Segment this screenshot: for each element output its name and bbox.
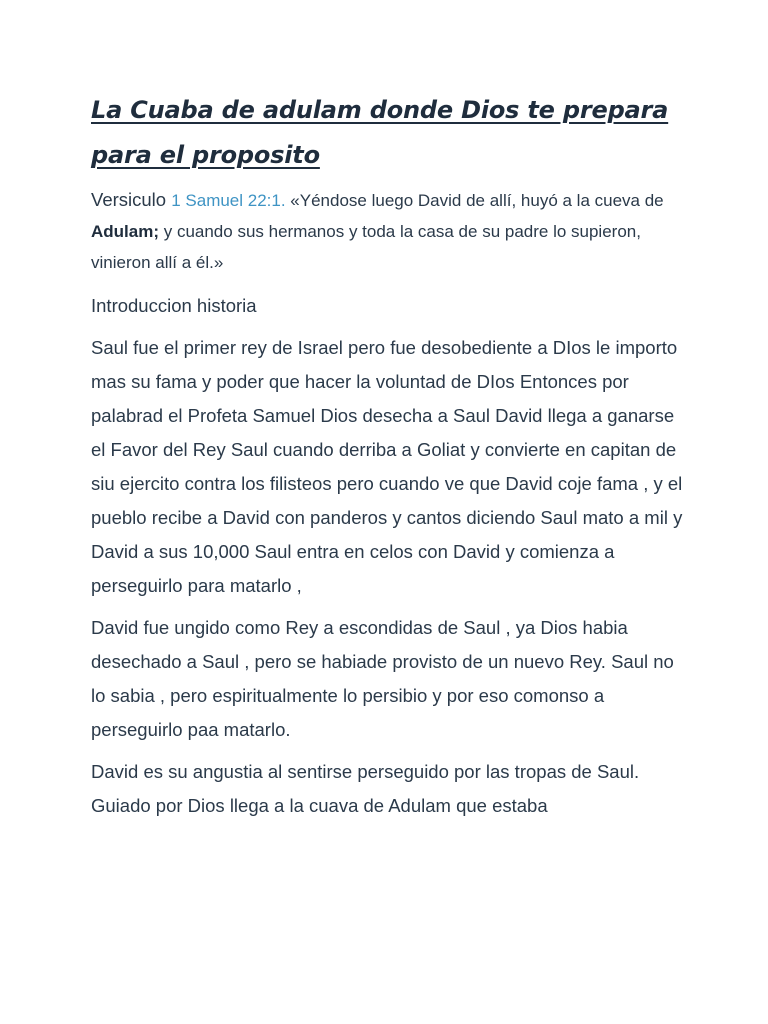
verse-reference: 1 Samuel 22:1.: [171, 191, 286, 210]
body-paragraph: David es su angustia al sentirse perseguido por las tropas de Saul. Guiado por Dios llega a la cuava de Adulam que estaba: [91, 761, 640, 816]
verse-bold-text: Adulam;: [91, 222, 159, 241]
document-page: [91, 88, 691, 831]
document-title: La Cuaba de adulam donde Dios te prepara para el proposito: [91, 96, 669, 169]
body-paragraph: David fue ungido como Rey a escondidas de Saul , ya Dios habia desechado a Saul , pero se habiade provisto de un nuevo Rey. Saul no lo sabia , pero espiritualmente lo persibio y por eso comonso a perseguirlo paa matarlo.: [91, 617, 674, 740]
verse-text-before: «Yéndose luego David de allí, huyó a la cueva de: [285, 191, 664, 210]
verse-text-after: y cuando sus hermanos y toda la casa de su padre lo supieron, vinieron allí a él.»: [91, 222, 641, 272]
verse-paragraph: [91, 184, 691, 278]
body-paragraph: Saul fue el primer rey de Israel pero fue desobediente a DIos le importo mas su fama y poder que hacer la voluntad de DIos Entonces por palabrad el Profeta Samuel Dios desecha a Saul David llega a ganarse el Favor del Rey Saul cuando derriba a Goliat y convierte en capitan de siu ejercito contra los filisteos pero cuando ve que David coje fama , y el pueblo recibe a David con panderos y cantos diciendo Saul mato a mil y David a sus 10,000 Saul entra en celos con David y comienza a perseguirlo para matarlo ,: [91, 337, 683, 596]
intro-heading: Introduccion historia: [91, 295, 257, 316]
verse-label: Versiculo: [91, 189, 172, 210]
